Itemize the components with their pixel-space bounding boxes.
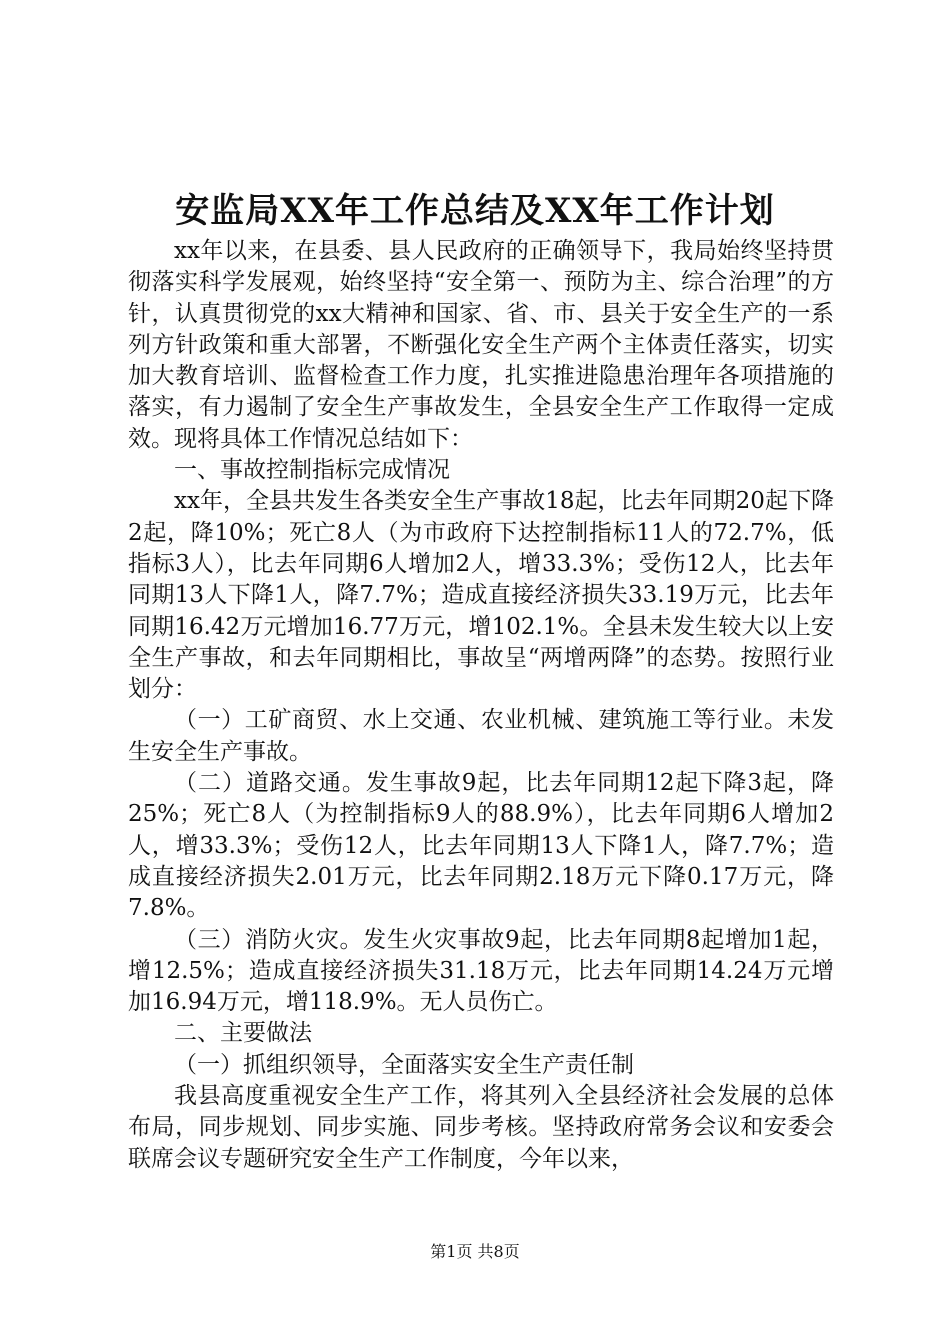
subsection-heading-1: （一）抓组织领导，全面落实安全生产责任制 (174, 1051, 634, 1078)
organization-paragraph: 我县高度重视安全生产工作，将其列入全县经济社会发展的总体布局，同步规划、同步实施、同步考核。坚持政府常务会议和安委会联席会议专题研究安全生产工作制度，今年以来， (128, 1083, 834, 1172)
industry-paragraph-2: （二）道路交通。发生事故9起，比去年同期12起下降3起，降25%；死亡8人（为控制指标9人的88.9%），比去年同期6人增加2人，增33.3%；受伤12人，比去年同期13人下降1人，降7.7%；造成直接经济损失2.01万元，比去年同期2.18万元下降0.17万元，降7.8%。 (128, 770, 834, 922)
section-heading-2: 二、主要做法 (174, 1020, 312, 1047)
industry-paragraph-3: （三）消防火灾。发生火灾事故9起，比去年同期8起增加1起，增12.5%；造成直接经济损失31.18万元，比去年同期14.24万元增加16.94万元，增118.9%。无人员伤亡。 (128, 926, 834, 1016)
document-title: 安监局XX年工作总结及XX年工作计划 (175, 191, 775, 231)
industry-paragraph-1: （一）工矿商贸、水上交通、农业机械、建筑施工等行业。未发生安全生产事故。 (128, 707, 834, 765)
document-body (128, 236, 834, 1175)
section-heading-1: 一、事故控制指标完成情况 (174, 457, 450, 484)
page-footer: 第1页 共8页 (430, 1242, 520, 1261)
intro-paragraph: xx年以来，在县委、县人民政府的正确领导下，我局始终坚持贯彻落实科学发展观，始终坚持“安全第一、预防为主、综合治理”的方针，认真贯彻党的xx大精神和国家、省、市、县关于安全生产的一系列方针政策和重大部署，不断强化安全生产两个主体责任落实，切实加大教育培训、监督检查工作力度，扎实推进隐患治理年各项措施的落实，有力遏制了安全生产事故发生，全县安全生产工作取得一定成效。现将具体工作情况总结如下： (128, 238, 834, 452)
accident-summary-paragraph: xx年，全县共发生各类安全生产事故18起，比去年同期20起下降2起，降10%；死亡8人（为市政府下达控制指标11人的72.7%，低指标3人），比去年同期6人增加2人，增33.3%；受伤12人，比去年同期13人下降1人，降7.7%；造成直接经济损失33.19万元，比去年同期16.42万元增加16.77万元，增102.1%。全县未发生较大以上安全生产事故，和去年同期相比，事故呈“两增两降”的态势。按照行业划分： (128, 488, 834, 703)
